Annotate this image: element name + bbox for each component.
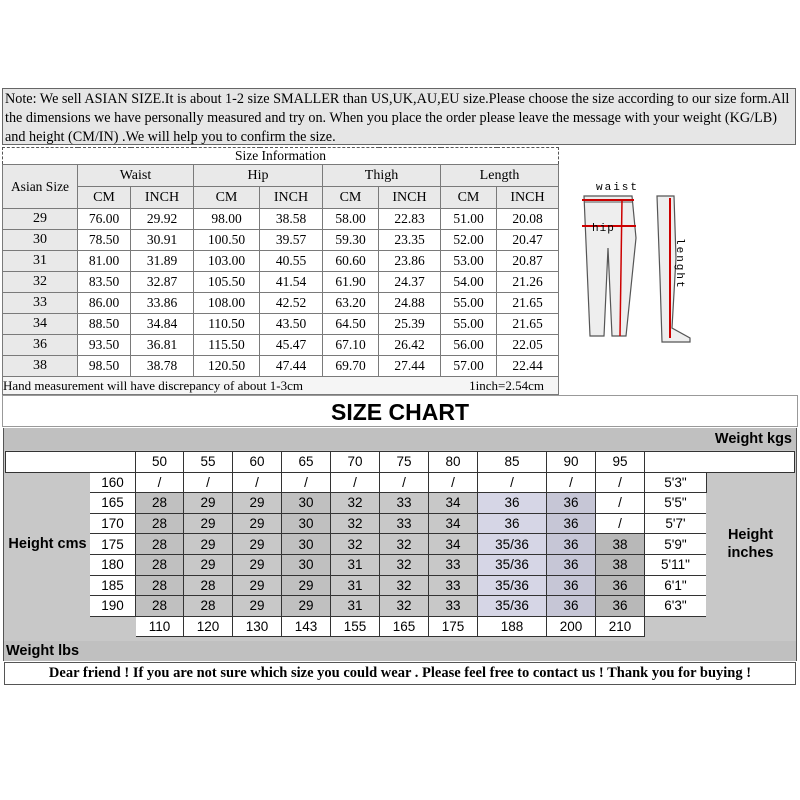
size-cell: 35/36 <box>478 596 547 617</box>
height-cm-value: 160 <box>90 472 136 493</box>
weight-lbs-value: 165 <box>380 616 429 637</box>
measurement-value: 23.86 <box>379 251 441 272</box>
asian-size-value: 29 <box>3 209 78 230</box>
blank-cell <box>6 616 136 637</box>
unit-header: INCH <box>379 187 441 209</box>
measurement-value: 78.50 <box>78 230 131 251</box>
weight-kg-value: 90 <box>547 452 596 473</box>
measurement-value: 83.50 <box>78 272 131 293</box>
size-cell: 29 <box>184 554 233 575</box>
size-cell: 36 <box>478 493 547 514</box>
measurement-value: 64.50 <box>323 314 379 335</box>
size-cell: 36 <box>547 554 596 575</box>
size-cell: 28 <box>136 575 184 596</box>
size-cell: 29 <box>233 513 282 534</box>
inch-conversion-note: 1inch=2.54cm <box>469 377 544 393</box>
height-row <box>6 513 795 534</box>
weight-lbs-label: Weight lbs <box>4 641 796 661</box>
size-row <box>3 209 559 230</box>
measurement-value: 55.00 <box>441 293 497 314</box>
size-cell: / <box>380 472 429 493</box>
asian-size-value: 32 <box>3 272 78 293</box>
size-cell: 34 <box>429 493 478 514</box>
weight-kg-value: 70 <box>331 452 380 473</box>
measurement-value: 60.60 <box>323 251 379 272</box>
size-cell: 30 <box>282 534 331 555</box>
weight-kg-value: 55 <box>184 452 233 473</box>
measurement-value: 56.00 <box>441 335 497 356</box>
measurement-value: 76.00 <box>78 209 131 230</box>
size-cell: / <box>596 472 645 493</box>
weight-lbs-value: 200 <box>547 616 596 637</box>
length-header: Length <box>441 165 559 187</box>
measurement-value: 69.70 <box>323 356 379 377</box>
measurement-value: 40.55 <box>260 251 323 272</box>
size-cell: 36 <box>547 596 596 617</box>
size-cell: / <box>136 472 184 493</box>
weight-kg-value: 95 <box>596 452 645 473</box>
size-cell: 36 <box>596 596 645 617</box>
weight-kgs-label: Weight kgs <box>4 428 796 450</box>
measurement-value: 53.00 <box>441 251 497 272</box>
measurement-value: 120.50 <box>194 356 260 377</box>
size-cell: 33 <box>429 554 478 575</box>
asian-size-header: Asian Size <box>3 165 78 209</box>
height-cm-value: 170 <box>90 513 136 534</box>
size-cell: 32 <box>380 534 429 555</box>
thigh-header: Thigh <box>323 165 441 187</box>
size-cell: / <box>478 472 547 493</box>
height-inch-value: 6'3" <box>645 596 707 617</box>
measurement-value: 38.58 <box>260 209 323 230</box>
measurement-value: 33.86 <box>131 293 194 314</box>
measurement-value: 54.00 <box>441 272 497 293</box>
measurement-value: 39.57 <box>260 230 323 251</box>
measurement-value: 32.87 <box>131 272 194 293</box>
measurement-value: 110.50 <box>194 314 260 335</box>
size-cell: 29 <box>184 513 233 534</box>
size-cell: 34 <box>429 513 478 534</box>
measurement-value: 38.78 <box>131 356 194 377</box>
measurement-value: 21.65 <box>497 314 559 335</box>
lbs-row <box>6 616 795 637</box>
unit-header: INCH <box>131 187 194 209</box>
kg-header-row <box>6 452 795 473</box>
waist-label: waist <box>596 182 640 194</box>
measurement-value: 51.00 <box>441 209 497 230</box>
measurement-value: 88.50 <box>78 314 131 335</box>
measurement-value: 105.50 <box>194 272 260 293</box>
size-row <box>3 251 559 272</box>
asian-size-value: 38 <box>3 356 78 377</box>
size-chart-table <box>5 451 795 637</box>
asian-size-value: 31 <box>3 251 78 272</box>
weight-kg-value: 80 <box>429 452 478 473</box>
size-cell: 30 <box>282 513 331 534</box>
measurement-value: 47.44 <box>260 356 323 377</box>
size-cell: / <box>331 472 380 493</box>
measurement-value: 98.50 <box>78 356 131 377</box>
measurement-value: 26.42 <box>379 335 441 356</box>
measurement-value: 61.90 <box>323 272 379 293</box>
height-inch-value: 5'3" <box>645 472 707 493</box>
size-row <box>3 356 559 377</box>
size-cell: 38 <box>596 554 645 575</box>
measurement-value: 21.26 <box>497 272 559 293</box>
measurement-value: 29.92 <box>131 209 194 230</box>
blank-cell <box>645 452 795 473</box>
height-cm-value: 165 <box>90 493 136 514</box>
size-cell: 32 <box>380 575 429 596</box>
size-cell: 28 <box>136 596 184 617</box>
size-cell: 28 <box>184 596 233 617</box>
asian-size-value: 36 <box>3 335 78 356</box>
size-cell: 29 <box>233 554 282 575</box>
unit-header: CM <box>194 187 260 209</box>
measurement-value: 24.88 <box>379 293 441 314</box>
measurement-value: 43.50 <box>260 314 323 335</box>
measurement-footer <box>3 377 559 395</box>
weight-lbs-value: 130 <box>233 616 282 637</box>
size-cell: / <box>596 513 645 534</box>
measurement-value: 22.05 <box>497 335 559 356</box>
size-note: Note: We sell ASIAN SIZE.It is about 1-2 size SMALLER than US,UK,AU,EU size.Please choose the size according to our size form.All the dimensions we have personally measured and try on. When you place the order please leave the message with your weight (KG/LB) and height (CM/IN) .We will help you to confirm the size. <box>2 88 796 145</box>
blank-cell <box>645 616 795 637</box>
measurement-value: 20.87 <box>497 251 559 272</box>
size-information-title: Size Information <box>3 148 559 165</box>
measurement-value: 34.84 <box>131 314 194 335</box>
size-cell: 29 <box>282 575 331 596</box>
size-cell: 28 <box>184 575 233 596</box>
size-cell: 32 <box>331 534 380 555</box>
height-row <box>6 596 795 617</box>
unit-header: CM <box>78 187 131 209</box>
size-cell: 31 <box>331 575 380 596</box>
height-row <box>6 534 795 555</box>
weight-kg-value: 60 <box>233 452 282 473</box>
measurement-value: 57.00 <box>441 356 497 377</box>
waist-header: Waist <box>78 165 194 187</box>
size-cell: 33 <box>380 513 429 534</box>
weight-kg-value: 75 <box>380 452 429 473</box>
size-cell: / <box>184 472 233 493</box>
measurement-value: 52.00 <box>441 230 497 251</box>
size-cell: 32 <box>380 554 429 575</box>
unit-header: INCH <box>260 187 323 209</box>
measurement-value: 63.20 <box>323 293 379 314</box>
size-cell: 33 <box>380 493 429 514</box>
measurement-value: 24.37 <box>379 272 441 293</box>
height-inches-label: Height inches <box>707 472 795 616</box>
weight-lbs-value: 188 <box>478 616 547 637</box>
hip-label: hip <box>592 223 615 235</box>
weight-kg-value: 85 <box>478 452 547 473</box>
size-cell: 31 <box>331 596 380 617</box>
size-cell: 33 <box>429 575 478 596</box>
size-cell: 35/36 <box>478 534 547 555</box>
measurement-value: 36.81 <box>131 335 194 356</box>
measurement-value: 55.00 <box>441 314 497 335</box>
size-cell: 28 <box>136 513 184 534</box>
measurement-value: 31.89 <box>131 251 194 272</box>
measurement-value: 67.10 <box>323 335 379 356</box>
size-information-table <box>2 147 559 395</box>
weight-lbs-value: 110 <box>136 616 184 637</box>
height-cm-value: 190 <box>90 596 136 617</box>
size-cell: 28 <box>136 534 184 555</box>
unit-header: CM <box>323 187 379 209</box>
size-cell: / <box>233 472 282 493</box>
measurement-value: 81.00 <box>78 251 131 272</box>
size-row <box>3 314 559 335</box>
size-cell: 36 <box>547 575 596 596</box>
size-cell: 29 <box>233 534 282 555</box>
measurement-value: 108.00 <box>194 293 260 314</box>
size-cell: 29 <box>233 575 282 596</box>
measurement-value: 100.50 <box>194 230 260 251</box>
asian-size-value: 30 <box>3 230 78 251</box>
size-cell: 32 <box>380 596 429 617</box>
size-cell: 31 <box>331 554 380 575</box>
height-row <box>6 493 795 514</box>
measurement-value: 20.47 <box>497 230 559 251</box>
size-row <box>3 272 559 293</box>
height-inch-value: 5'9" <box>645 534 707 555</box>
height-row <box>6 554 795 575</box>
weight-kg-value: 50 <box>136 452 184 473</box>
size-cell: 29 <box>233 596 282 617</box>
height-row <box>6 472 795 493</box>
discrepancy-note: Hand measurement will have discrepancy of about 1-3cm <box>3 377 303 393</box>
size-cell: 36 <box>547 493 596 514</box>
size-cell: 29 <box>282 596 331 617</box>
size-cell: 38 <box>596 534 645 555</box>
size-row <box>3 293 559 314</box>
size-cell: 35/36 <box>478 575 547 596</box>
height-inch-value: 5'7' <box>645 513 707 534</box>
size-cell: 32 <box>331 493 380 514</box>
weight-lbs-value: 210 <box>596 616 645 637</box>
height-inch-value: 5'11" <box>645 554 707 575</box>
measurement-value: 58.00 <box>323 209 379 230</box>
size-cell: 36 <box>596 575 645 596</box>
size-cell: 36 <box>547 513 596 534</box>
measurement-value: 86.00 <box>78 293 131 314</box>
asian-size-value: 33 <box>3 293 78 314</box>
weight-lbs-value: 120 <box>184 616 233 637</box>
size-row <box>3 230 559 251</box>
unit-header: CM <box>441 187 497 209</box>
size-cell: 29 <box>184 534 233 555</box>
weight-kg-value: 65 <box>282 452 331 473</box>
height-cms-label: Height cms <box>6 472 90 616</box>
size-row <box>3 335 559 356</box>
weight-lbs-value: 143 <box>282 616 331 637</box>
weight-lbs-value: 175 <box>429 616 478 637</box>
height-row <box>6 575 795 596</box>
measurement-value: 21.65 <box>497 293 559 314</box>
size-information-section <box>2 88 800 395</box>
size-cell: 34 <box>429 534 478 555</box>
blank-cell <box>6 452 136 473</box>
size-cell: 28 <box>136 554 184 575</box>
measurement-value: 41.54 <box>260 272 323 293</box>
measurement-value: 103.00 <box>194 251 260 272</box>
measurement-value: 22.44 <box>497 356 559 377</box>
height-inch-value: 5'5" <box>645 493 707 514</box>
measurement-value: 22.83 <box>379 209 441 230</box>
size-cell: 30 <box>282 554 331 575</box>
hip-header: Hip <box>194 165 323 187</box>
length-label: lenght <box>673 238 685 290</box>
size-cell: 28 <box>136 493 184 514</box>
height-cm-value: 180 <box>90 554 136 575</box>
size-cell: / <box>282 472 331 493</box>
size-cell: 35/36 <box>478 554 547 575</box>
size-cell: 36 <box>478 513 547 534</box>
size-cell: 36 <box>547 534 596 555</box>
size-cell: 29 <box>233 493 282 514</box>
size-chart-title: SIZE CHART <box>2 395 798 427</box>
measurement-value: 25.39 <box>379 314 441 335</box>
measurement-value: 115.50 <box>194 335 260 356</box>
weight-lbs-value: 155 <box>331 616 380 637</box>
height-cm-value: 185 <box>90 575 136 596</box>
contact-message: Dear friend ! If you are not sure which size you could wear . Please feel free to contact us ! Thank you for buying ! <box>4 662 796 685</box>
measurement-value: 98.00 <box>194 209 260 230</box>
trousers-measurement-diagram <box>562 178 702 358</box>
measurement-value: 30.91 <box>131 230 194 251</box>
measurement-value: 42.52 <box>260 293 323 314</box>
measurement-value: 59.30 <box>323 230 379 251</box>
measurement-value: 23.35 <box>379 230 441 251</box>
front-trousers-outline <box>584 196 636 336</box>
size-cell: / <box>547 472 596 493</box>
measurement-value: 20.08 <box>497 209 559 230</box>
measurement-value: 93.50 <box>78 335 131 356</box>
asian-size-value: 34 <box>3 314 78 335</box>
size-cell: 33 <box>429 596 478 617</box>
height-inch-value: 6'1" <box>645 575 707 596</box>
size-cell: 30 <box>282 493 331 514</box>
measurement-value: 27.44 <box>379 356 441 377</box>
size-cell: 32 <box>331 513 380 534</box>
measurement-value: 45.47 <box>260 335 323 356</box>
size-cell: / <box>429 472 478 493</box>
height-cm-value: 175 <box>90 534 136 555</box>
unit-header: INCH <box>497 187 559 209</box>
size-cell: / <box>596 493 645 514</box>
size-cell: 29 <box>184 493 233 514</box>
